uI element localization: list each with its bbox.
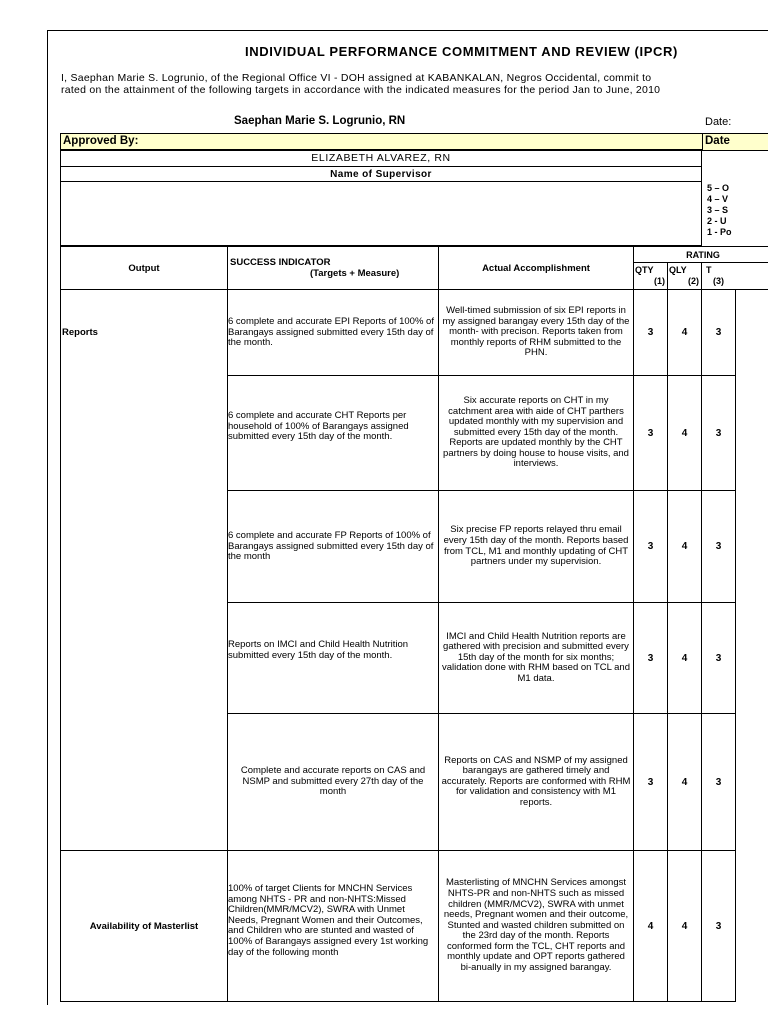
table-row-6-actual: Masterlisting of MNCHN Services amongst NHTS-PR and non-NHTS such as missed children (MMR/MCV2), SWRA with unmet needs, Pregnant women and their outcome, Stunted and wasted children submitted on the 23rd day of the month. Reports conformed form the TCL, CHT reports and monthly update and OPT reports gathered bi-anually in my assigned barangay. bbox=[438, 850, 634, 1002]
table-row-5-indicator: Complete and accurate reports on CAS and NSMP and submitted every 27th day of the month bbox=[227, 713, 439, 851]
table-row-1-actual: Well-timed submission of six EPI reports in my assigned barangay every 15th day of the month- with precison. Reports taken from monthly reports of RHM submitted to the PHN. bbox=[438, 289, 634, 376]
table-row-6-qty: 4 bbox=[633, 850, 668, 1002]
commitment-line-2: rated on the attainment of the following targets in accordance with the indicated measures for the period Jan to June, 2010 bbox=[61, 84, 661, 96]
table-row-3-indicator: 6 complete and accurate FP Reports of 100% of Barangays assigned submitted every 15th day of the month bbox=[227, 490, 439, 603]
table-row-6-indicator: 100% of target Clients for MNCHN Services among NHTS - PR and non-NHTS:Missed Children(MMR/MCV2), SWRA with Unmet Needs, Pregnant Women and their Outcomes, and Children who are stunted and wasted of 100% of Barangays assigned every 1st working day of the following month bbox=[227, 850, 439, 1002]
supervisor-label: Name of Supervisor bbox=[60, 166, 702, 182]
table-row-4-indicator: Reports on IMCI and Child Health Nutrition submitted every 15th day of the month. bbox=[227, 602, 439, 714]
table-row-5-actual: Reports on CAS and NSMP of my assigned barangays are gathered timely and accurately. Reports are conformed with RHM for validation and consistency with M1 reports. bbox=[438, 713, 634, 851]
table-row-2-t: 3 bbox=[701, 375, 736, 491]
rating-scale bbox=[707, 183, 732, 238]
header-success-title: SUCCESS INDICATOR bbox=[230, 257, 331, 268]
output-group-reports bbox=[60, 289, 228, 851]
page-left-border bbox=[47, 30, 48, 1005]
table-row-5-qty: 3 bbox=[633, 713, 668, 851]
table-row-4-qly: 4 bbox=[667, 602, 702, 714]
table-row-1-t: 3 bbox=[701, 289, 736, 376]
rating-scale-item: 3 – S bbox=[707, 205, 729, 215]
header-success-indicator bbox=[227, 246, 439, 290]
table-row-1-qty: 3 bbox=[633, 289, 668, 376]
table-row-3-t: 3 bbox=[701, 490, 736, 603]
rating-scale-box bbox=[60, 181, 702, 246]
output-group-masterlist: Availability of Masterlist bbox=[60, 850, 228, 1002]
table-row-2-indicator: 6 complete and accurate CHT Reports per household of 100% of Barangays assigned submitted every 15th day of the month. bbox=[227, 375, 439, 491]
table-row-4-actual: IMCI and Child Health Nutrition reports are gathered with precision and submitted every 15th day of the month for six months; validation done with RHM based on TCL and M1 data. bbox=[438, 602, 634, 714]
rating-scale-item: 5 – O bbox=[707, 183, 730, 193]
table-row-2-qly: 4 bbox=[667, 375, 702, 491]
page-top-border bbox=[47, 30, 768, 31]
table-row-1-qly: 4 bbox=[667, 289, 702, 376]
table-row-4-qty: 3 bbox=[633, 602, 668, 714]
supervisor-name: ELIZABETH ALVAREZ, RN bbox=[60, 149, 702, 167]
table-row-3-actual: Six precise FP reports relayed thru email every 15th day of the month. Reports based from TCL, M1 and monthly updating of CHT partners under my supervision. bbox=[438, 490, 634, 603]
table-row-4-t: 3 bbox=[701, 602, 736, 714]
header-actual-accomplishment: Actual Accomplishment bbox=[438, 246, 634, 290]
table-row-6-t: 3 bbox=[701, 850, 736, 1002]
rating-scale-item: 4 – V bbox=[707, 194, 729, 204]
table-row-1-indicator: 6 complete and accurate EPI Reports of 100% of Barangays assigned submitted every 15th day of the month. bbox=[227, 289, 439, 376]
rating-scale-item: 1 - Po bbox=[707, 227, 732, 237]
header-output: Output bbox=[60, 246, 228, 290]
header-t: T (3) bbox=[701, 262, 768, 290]
date-header: Date bbox=[705, 135, 730, 147]
table-row-6-qly: 4 bbox=[667, 850, 702, 1002]
employee-name: Saephan Marie S. Logrunio, RN bbox=[234, 115, 406, 127]
header-qty: QTY (1) bbox=[633, 262, 668, 290]
commitment-statement bbox=[61, 72, 660, 96]
table-row-3-qty: 3 bbox=[633, 490, 668, 603]
header-success-sub: (Targets + Measure) bbox=[310, 268, 400, 279]
date-header-bar bbox=[702, 133, 768, 151]
approved-by-label: Approved By: bbox=[63, 135, 139, 147]
header-rating: RATING bbox=[633, 246, 768, 263]
date-label: Date: bbox=[705, 116, 732, 128]
commitment-line-1: I, Saephan Marie S. Logrunio, of the Regional Office VI - DOH assigned at KABANKALAN, Negros Occidental, commit to bbox=[61, 72, 652, 84]
rating-scale-item: 2 - U bbox=[707, 216, 727, 226]
output-label: Reports bbox=[62, 327, 98, 338]
table-row-5-t: 3 bbox=[701, 713, 736, 851]
table-row-3-qly: 4 bbox=[667, 490, 702, 603]
form-title: INDIVIDUAL PERFORMANCE COMMITMENT AND REVIEW (IPCR) bbox=[245, 44, 678, 59]
header-qly: QLY (2) bbox=[667, 262, 702, 290]
table-row-2-qty: 3 bbox=[633, 375, 668, 491]
table-row-2-actual: Six accurate reports on CHT in my catchment area with aide of CHT parthers updated monthly with my supervision and submitted every 15th day of the month. Reports are updated monthly by the CHT partners by doing house to house visits, and interviews. bbox=[438, 375, 634, 491]
table-row-5-qly: 4 bbox=[667, 713, 702, 851]
